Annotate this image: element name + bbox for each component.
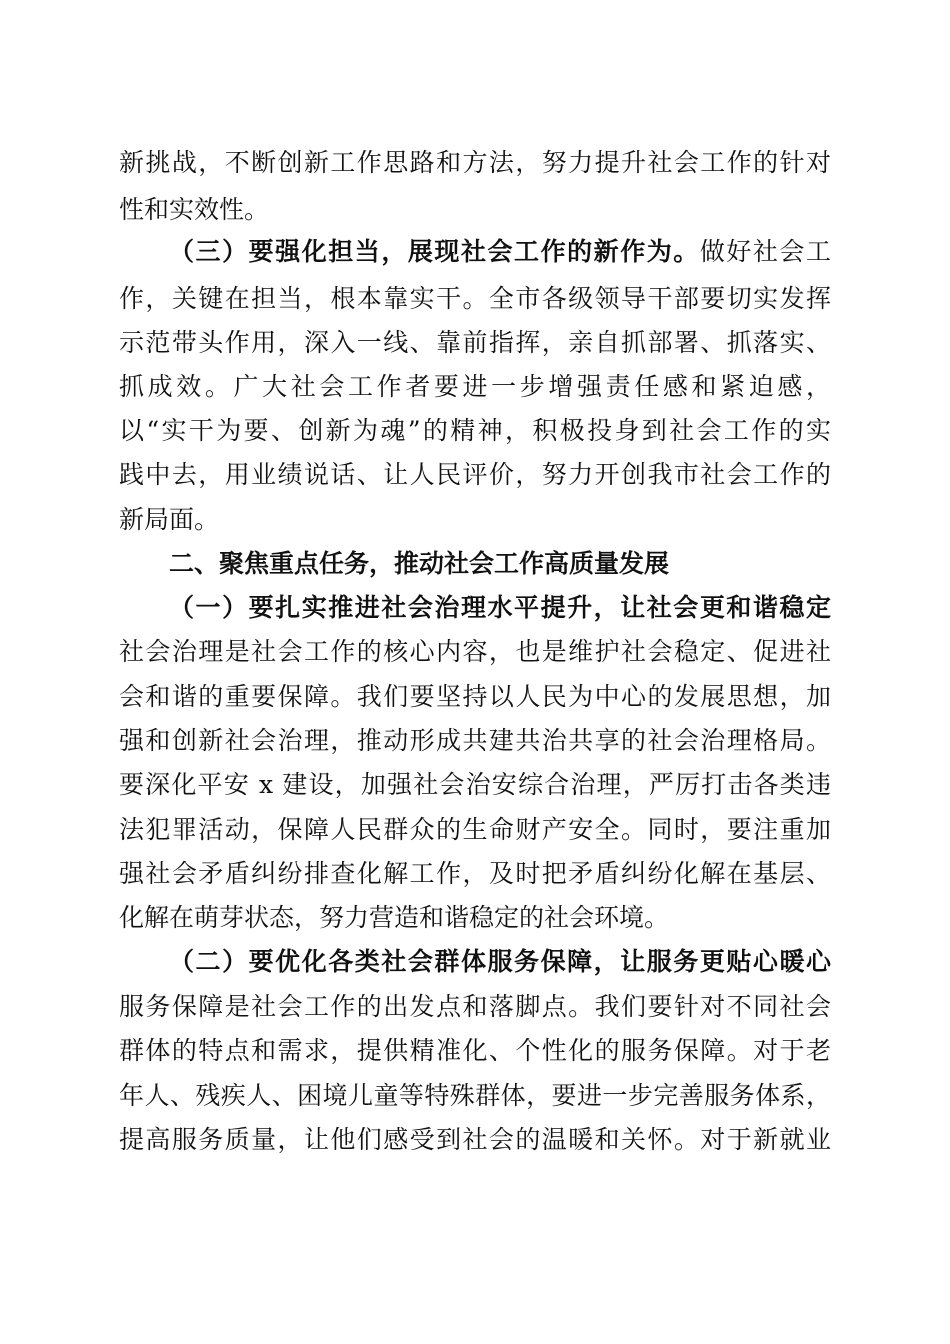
paragraph-line: 强和创新社会治理，推动形成共建共治共享的社会治理格局。 (119, 726, 831, 755)
paragraph-line: 以“实干为要、创新为魂”的精神，积极投身到社会工作的实 (119, 416, 831, 445)
paragraph-line: 新挑战，不断创新工作思路和方法，努力提升社会工作的针对 (119, 148, 831, 177)
paragraph-line: 会和谐的重要保障。我们要坚持以人民为中心的发展思想，加 (119, 682, 831, 711)
paragraph-line: 法犯罪活动，保障人民群众的生命财产安全。同时，要注重加 (119, 815, 831, 844)
subsection-line (169, 235, 831, 269)
paragraph-line: 示范带头作用，深入一线、靠前指挥，亲自抓部署、抓落实、 (119, 328, 831, 357)
paragraph-line: 群体的特点和需求，提供精准化、个性化的服务保障。对于老 (119, 1036, 831, 1065)
paragraph-line: 性和实效性。 (119, 195, 270, 224)
paragraph-line: 社会治理是社会工作的核心内容，也是维护社会稳定、促进社 (119, 637, 831, 666)
paragraph-line: 化解在萌芽状态，努力营造和谐稳定的社会环境。 (119, 903, 670, 932)
subsection-heading-1: （一）要扎实推进社会治理水平提升，让社会更和谐稳定 (169, 593, 831, 622)
paragraph-line: 强社会矛盾纠纷排查化解工作，及时把矛盾纠纷化解在基层、 (119, 859, 831, 888)
paragraph-line: 要深化平安 x 建设，加强社会治安综合治理，严厉打击各类违 (119, 770, 831, 799)
paragraph-text: 做好社会工 (699, 237, 831, 266)
subsection-heading-2: （二）要优化各类社会群体服务保障，让服务更贴心暖心 (169, 947, 831, 976)
paragraph-line: 抓成效。广大社会工作者要进一步增强责任感和紧迫感， (119, 372, 831, 401)
paragraph-line: 作，关键在担当，根本靠实干。全市各级领导干部要切实发挥 (119, 284, 831, 313)
paragraph-line: 践中去，用业绩说话、让人民评价，努力开创我市社会工作的 (119, 460, 831, 489)
paragraph-line: 年人、残疾人、困境儿童等特殊群体，要进一步完善服务体系， (119, 1081, 831, 1110)
section-heading: 二、聚焦重点任务，推动社会工作高质量发展 (169, 549, 670, 578)
paragraph-line: 服务保障是社会工作的出发点和落脚点。我们要针对不同社会 (119, 992, 831, 1021)
subsection-heading-3: （三）要强化担当，展现社会工作的新作为。 (169, 237, 700, 266)
paragraph-line: 提高服务质量，让他们感受到社会的温暖和关怀。对于新就业 (119, 1125, 831, 1154)
paragraph-line: 新局面。 (119, 505, 220, 534)
